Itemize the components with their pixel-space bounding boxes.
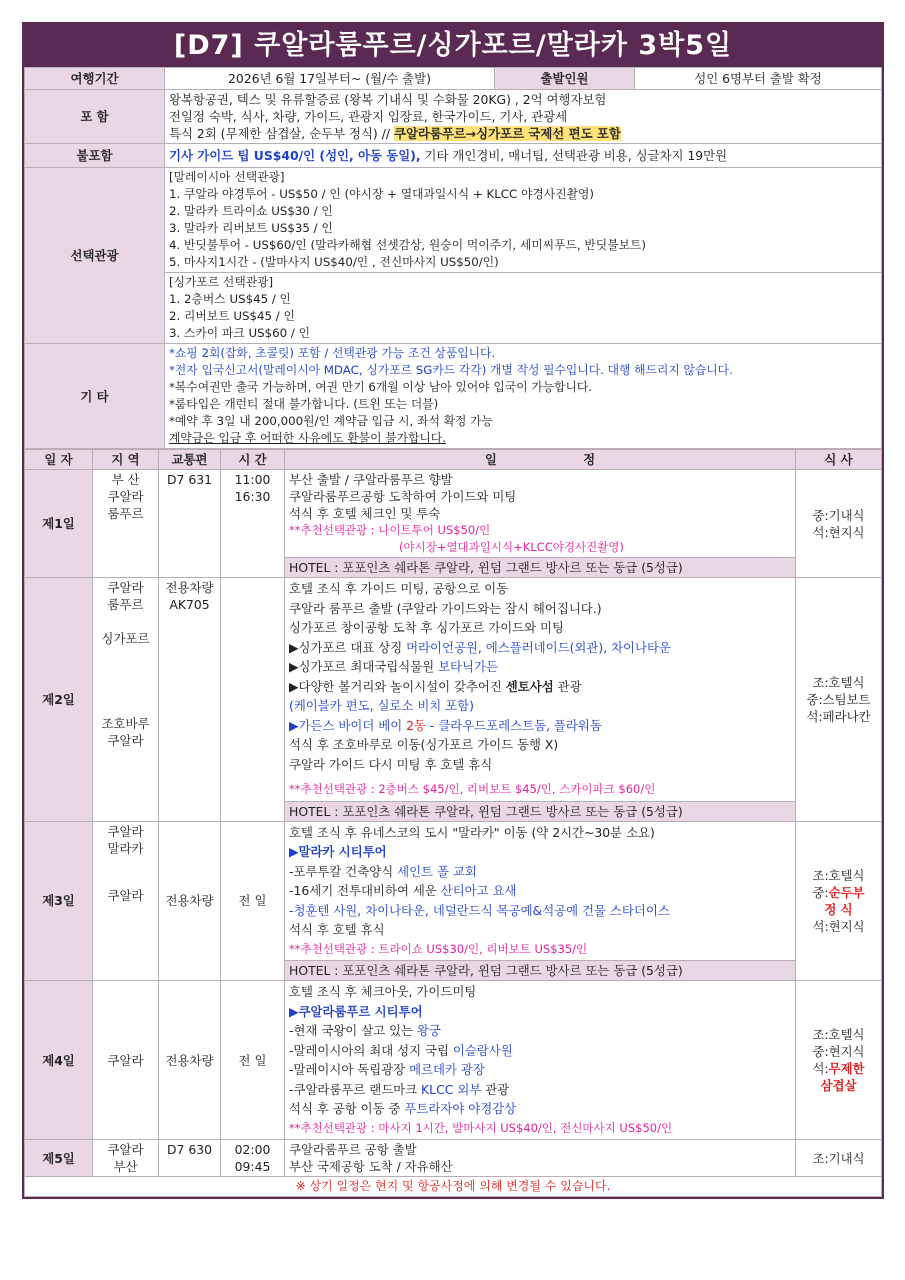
day-label: 제1일	[25, 470, 93, 578]
include-line: 특식 2회 (무제한 삼겹살, 순두부 정식) // 쿠알라룸푸르→싱가포르 국제선 편도 포함	[169, 126, 621, 141]
day-transport: D7 630	[159, 1140, 221, 1177]
day-region: 쿠알라 룸푸르 싱가포르 조호바루 쿠알라	[93, 578, 159, 822]
col-day: 일 자	[25, 450, 93, 470]
col-time: 시 간	[221, 450, 285, 470]
include-content	[165, 90, 882, 144]
period-label: 여행기간	[25, 68, 165, 90]
include-line: 왕복항공권, 텍스 및 유류할증료 (왕복 기내식 및 수화물 20KG) , 2억 여행자보험	[169, 92, 607, 107]
day-time: 11:00 16:30	[221, 470, 285, 578]
footer-notice: ※ 상기 일정은 현지 및 항공사정에 의해 변경될 수 있습니다.	[25, 1177, 882, 1197]
day-label: 제4일	[25, 981, 93, 1140]
include-line: 전일정 숙박, 식사, 차량, 가이드, 관광지 입장료, 한국가이드, 기사, 관광세	[169, 109, 568, 124]
day-meals: 중:기내식 석:현지식	[796, 470, 882, 578]
day-meals: 조:호텔식 중:순두부 정 식 석:현지식	[796, 821, 882, 981]
day-transport: 전용차량	[159, 821, 221, 981]
day-label: 제2일	[25, 578, 93, 822]
day-time: 02:00 09:45	[221, 1140, 285, 1177]
col-schedule: 일 정	[285, 450, 796, 470]
day-label: 제5일	[25, 1140, 93, 1177]
day-meals: 조:호텔식 중:현지식 석:무제한 삼겹살	[796, 981, 882, 1140]
hotel-info: HOTEL : 포포인츠 쉐라톤 쿠알라, 윈덤 그랜드 방사르 또는 동급 (5성급)	[285, 801, 796, 821]
exclude-content: 기사 가이드 팁 US$40/인 (성인, 아동 동일), 기타 개인경비, 매너팁, 선택관광 비용, 싱글차지 19만원	[165, 144, 882, 168]
day-schedule: 쿠알라룸푸르 공항 출발 부산 국제공항 도착 / 자유해산	[285, 1140, 796, 1177]
include-label: 포 함	[25, 90, 165, 144]
etc-label: 기 타	[25, 344, 165, 449]
day-meals: 조:기내식	[796, 1140, 882, 1177]
optional-tour: **추천선택관광 : 마사지 1시간, 발마사지 US$40/인, 전신마사지 US$50/인	[289, 1120, 673, 1135]
day-schedule: 호텔 조식 후 체크아웃, 가이드미팅 ▶쿠알라룸푸르 시티투어 -현재 국왕이 살고 있는 왕궁 -말레이시아의 최대 성지 국립 이슬람사원 -말레이시아 독립광장 메르데카 광장 -쿠알라룸푸르 랜드마크 KLCC 외부 관광 석식 후 공항 이동 중 푸트라자야 야경감상 **추천선택관광 : 마사지 1시간, 발마사지 US$40/인, 전신마사지 US$50/인	[285, 981, 796, 1140]
day-label: 제3일	[25, 821, 93, 981]
day-time: 전 일	[221, 821, 285, 981]
optional-label: 선택관광	[25, 168, 165, 344]
exclude-label: 불포함	[25, 144, 165, 168]
itinerary-page	[22, 22, 884, 1199]
optional-tour: **추천선택관광 : 2층버스 $45/인, 리버보트 $45/인, 스카이파크 $60/인	[289, 782, 656, 796]
tip-notice: 기사 가이드 팁 US$40/인 (성인, 아동 동일),	[169, 148, 421, 163]
page-title: [D7] 쿠알라룸푸르/싱가포르/말라카 3박5일	[24, 24, 882, 67]
day-transport: 전용차량	[159, 981, 221, 1140]
day-schedule: 호텔 조식 후 유네스코의 도시 "말라카" 이동 (약 2시간~30분 소요) ▶말라카 시티투어 -포루투칼 건축양식 세인트 폴 교회 -16세기 전투대비하여 세운 산티아고 요새 -청훈텐 사원, 차이나타운, 네덜란드식 목공예&석공예 건물 스타더이스 석식 후 호텔 휴식 **추천선택관광 : 트라이쇼 US$30/인, 리버보트 US$35/인	[285, 821, 796, 961]
people-label: 출발인원	[495, 68, 635, 90]
day-region: 쿠알라 말라카 쿠알라	[93, 821, 159, 981]
day-meals: 조:호텔식 중:스팀보트 석:페라나칸	[796, 578, 882, 822]
singapore-options: [싱가포르 선택관광] 1. 2층버스 US$45 / 인 2. 리버보트 US$45 / 인 3. 스카이 파크 US$60 / 인	[169, 275, 310, 340]
col-transport: 교통편	[159, 450, 221, 470]
day-region: 쿠알라 부산	[93, 1140, 159, 1177]
day-region: 쿠알라	[93, 981, 159, 1140]
optional-content	[165, 168, 882, 344]
hotel-info: HOTEL : 포포인츠 쉐라톤 쿠알라, 윈덤 그랜드 방사르 또는 동급 (5성급)	[285, 961, 796, 981]
optional-tour: **추천선택관광 : 나이트투어 US$50/인	[289, 523, 491, 537]
day-transport: 전용차량 AK705	[159, 578, 221, 822]
optional-tour: **추천선택관광 : 트라이쇼 US$30/인, 리버보트 US$35/인	[289, 941, 588, 956]
info-table	[24, 67, 882, 449]
day-time	[221, 578, 285, 822]
day-time: 전 일	[221, 981, 285, 1140]
schedule-table	[24, 449, 882, 1197]
day-schedule: 호텔 조식 후 가이드 미팅, 공항으로 이동 쿠알라 룸푸르 출발 (쿠알라 가이드와는 잠시 헤어집니다.) 싱가포르 창이공항 도착 후 싱가포르 가이드와 미팅 ▶싱가포르 대표 상징 머라이언공원, 에스플러네이드(외관), 차이나타운 ▶싱가포르 최대국립식물원 보타닉가든 ▶다양한 볼거리와 놀이시설이 갖추어진 센토사섬 관광 (케이블카 편도, 실로소 비치 포함) ▶가든스 바이더 베이 2동 - 클라우드포레스트돔, 플라워돔 석식 후 조호바루로 이동(싱가포르 가이드 동행 X) 쿠알라 가이드 다시 미팅 후 호텔 휴식 **추천선택관광 : 2층버스 $45/인, 리버보트 $45/인, 스카이파크 $60/인	[285, 578, 796, 802]
day-transport: D7 631	[159, 470, 221, 578]
hotel-info: HOTEL : 포포인츠 쉐라톤 쿠알라, 윈덤 그랜드 방사르 또는 동급 (5성급)	[285, 558, 796, 578]
col-region: 지 역	[93, 450, 159, 470]
include-highlight: 쿠알라룸푸르→싱가포르 국제선 편도 포함	[393, 126, 621, 141]
day-region: 부 산 쿠알라 룸푸르	[93, 470, 159, 578]
etc-content: *쇼핑 2회(잡화, 초콜릿) 포함 / 선택관광 가능 조건 상품입니다. *전자 입국신고서(말레이시아 MDAC, 싱가포르 SG카드 각각) 개별 작성 필수입니다. 대행 해드리지 않습니다. *복수여권만 출국 가능하며, 여권 만기 6개월 이상 남아 있어야 입국이 가능합니다. *룸타입은 개런티 절대 불가합니다. (트윈 또는 더블) *예약 후 3일 내 200,000원/인 계약금 입금 시, 좌석 확정 가능 계약금은 입금 후 어떠한 사유에도 환불이 불가합니다.	[165, 344, 882, 449]
col-meal: 식 사	[796, 450, 882, 470]
day-schedule: 부산 출발 / 쿠알라룸푸르 향발 쿠알라룸푸르공항 도착하여 가이드와 미팅 석식 후 호텔 체크인 및 투숙 **추천선택관광 : 나이트투어 US$50/인 (야시장+열대과일시식+KLCC야경사진촬영)	[285, 470, 796, 558]
period-value: 2026년 6월 17일부터~ (월/수 출발)	[165, 68, 495, 90]
malaysia-options: [말레이시아 선택관광] 1. 쿠알라 야경투어 - US$50 / 인 (야시장 + 열대과일시식 + KLCC 야경사진촬영) 2. 말라카 트라이쇼 US$30 / 인 3. 말라카 리버보트 US$35 / 인 4. 반딧불투어 - US$60/인 (말라카해협 선셋감상, 원숭이 먹이주기, 세미씨푸드, 반딧불보트) 5. 마사지1시간 - (발마사지 US$40/인 , 전신마사지 US$50/인)	[165, 168, 881, 273]
people-value: 성인 6명부터 출발 확정	[635, 68, 882, 90]
